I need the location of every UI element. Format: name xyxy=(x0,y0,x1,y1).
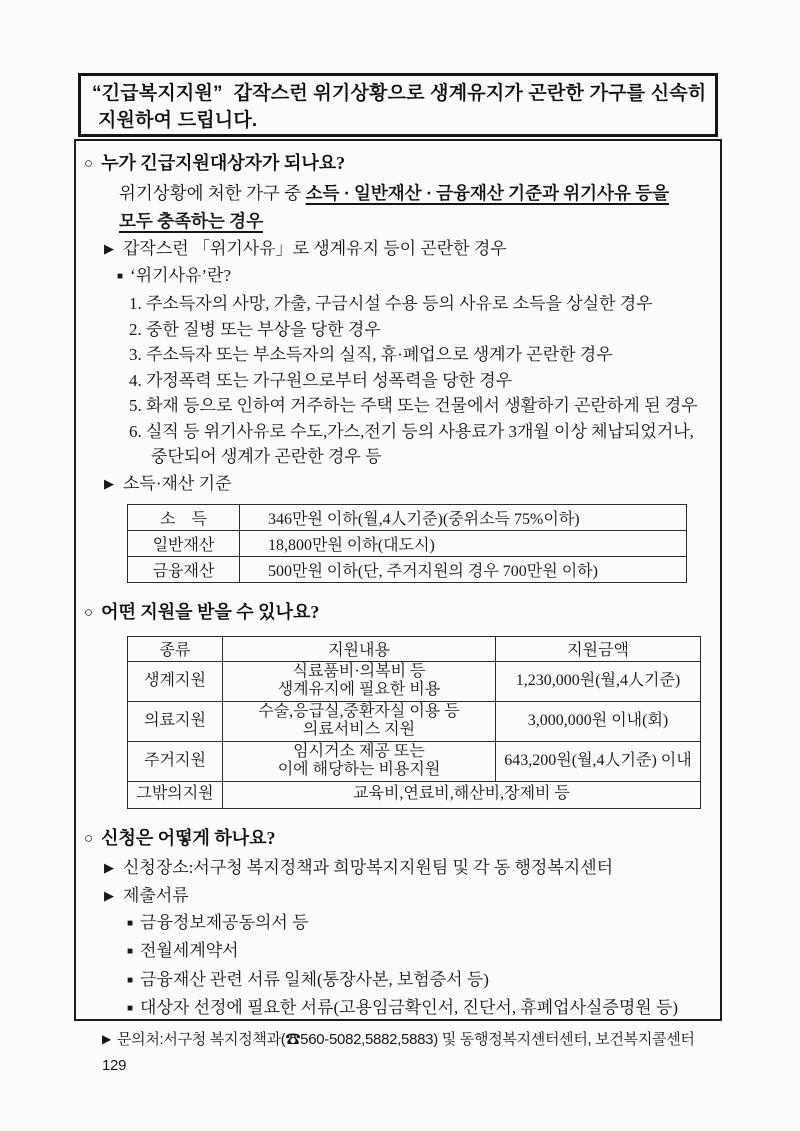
square-bullet-icon: ■ xyxy=(127,917,134,929)
support-content xyxy=(223,741,496,781)
doc-item-text: 금융재산 관련 서류 일체(통장사본, 보험증서 등) xyxy=(140,969,489,989)
table-header-row xyxy=(128,636,701,661)
support-table xyxy=(127,636,701,809)
support-content-line: 이에 해당하는 비용지원 xyxy=(277,761,441,778)
doc-item-text: 금융정보제공동의서 등 xyxy=(140,912,309,932)
support-content xyxy=(223,661,496,701)
criteria-row-value: 500만원 이하(단, 주거지원의 경우 700만원 이하) xyxy=(240,556,687,582)
who-intro-underline-2: 모두 충족하는 경우 xyxy=(119,211,263,231)
support-content-line: 식료품비·의복비 등 xyxy=(292,662,426,680)
crisis-question-line xyxy=(80,263,708,291)
criteria-row-value: 18,800만원 이하(대도시) xyxy=(240,530,687,556)
doc-item xyxy=(80,910,708,939)
square-bullet-icon: ■ xyxy=(127,946,134,957)
support-type: 그밖의지원 xyxy=(128,781,223,808)
arrow-bullet-icon: ▶ xyxy=(104,241,114,256)
who-intro-underline-1: 소득 · 일반재산 · 금융재산 기준과 위기사유 등을 xyxy=(305,183,670,203)
support-type: 생계지원 xyxy=(128,661,223,701)
doc-item xyxy=(80,967,708,996)
crisis-reason-item: 3. 주소득자 또는 부소득자의 실직, 휴·폐업으로 생계가 곤란한 경우 xyxy=(129,345,613,364)
arrow-bullet-icon: ▶ xyxy=(102,1031,111,1046)
crisis-reason-item: 6. 실직 등 위기사유로 수도,가스,전기 등의 사용료가 3개월 이상 체납되었거나, 중단되어 생계가 곤란한 경우 등 xyxy=(129,421,694,466)
support-amount: 1,230,000원(월,4人기준) xyxy=(496,661,701,701)
circle-bullet-icon: ○ xyxy=(84,156,94,172)
crisis-reason-line xyxy=(80,235,708,263)
table-row xyxy=(128,530,687,556)
criteria-label-text: 소득·재산 기준 xyxy=(123,473,232,493)
table-row xyxy=(128,504,687,530)
table-row xyxy=(128,556,687,582)
apply-place-text: 신청장소:서구청 복지정책과 희망복지지원팀 및 각 동 행정복지센터 xyxy=(123,857,614,877)
section-what-heading xyxy=(80,598,708,628)
support-type: 주거지원 xyxy=(128,741,223,781)
support-content xyxy=(223,701,496,741)
who-intro-prefix: 위기상황에 처한 가구 중 xyxy=(119,183,306,203)
circle-bullet-icon: ○ xyxy=(84,604,94,621)
criteria-row-label: 금융재산 xyxy=(128,556,240,582)
table-row xyxy=(128,781,701,808)
crisis-question-text: ‘위기사유’란? xyxy=(130,266,232,285)
support-type: 의료지원 xyxy=(128,701,223,741)
title-line-2: 지원하여 드립니다. xyxy=(98,110,258,131)
section-what-heading-text: 어떤 지원을 받을 수 있나요? xyxy=(101,601,320,622)
title-banner xyxy=(78,73,718,137)
support-header-type: 종류 xyxy=(128,636,223,661)
who-intro xyxy=(80,179,708,235)
criteria-row-label: 소 득 xyxy=(128,504,240,530)
section-who-heading xyxy=(80,149,708,179)
square-bullet-icon: ■ xyxy=(127,974,134,986)
crisis-reason-item: 1. 주소득자의 사망, 가출, 구금시설 수용 등의 사유로 소득을 상실한 경우 xyxy=(129,294,653,313)
support-amount: 643,200원(월,4人기준) 이내 xyxy=(496,741,701,781)
criteria-label-line xyxy=(80,470,708,498)
docs-label-line xyxy=(80,882,708,910)
crisis-reason-item: 5. 화재 등으로 인하여 거주하는 주택 또는 건물에서 생활하기 곤란하게 된 경우 xyxy=(129,396,698,415)
support-content-line: 의료서비스 지원 xyxy=(302,721,416,738)
income-criteria-table xyxy=(127,504,687,583)
table-row xyxy=(128,661,701,701)
crisis-reason-item: 2. 중한 질병 또는 부상을 당한 경우 xyxy=(129,319,381,339)
table-row xyxy=(128,701,701,741)
doc-item-text: 대상자 선정에 필요한 서류(고용임금확인서, 진단서, 휴폐업사실증명원 등) xyxy=(140,998,679,1017)
title-line-1: “긴급복지지원” 갑작스런 위기상황으로 생계유지가 곤란한 가구를 신속히 xyxy=(92,83,707,104)
content-box xyxy=(74,139,722,1074)
doc-item xyxy=(80,995,708,1024)
criteria-row-label: 일반재산 xyxy=(128,530,240,556)
contact-line xyxy=(80,1027,708,1078)
doc-item-text: 전월세계약서 xyxy=(140,941,239,960)
arrow-bullet-icon: ▶ xyxy=(104,475,114,491)
square-bullet-icon: ■ xyxy=(127,1003,134,1014)
section-how-heading-text: 신청은 어떻게 하나요? xyxy=(101,827,276,848)
circle-bullet-icon: ○ xyxy=(84,830,94,847)
arrow-bullet-icon: ▶ xyxy=(104,887,114,903)
support-header-amount: 지원금액 xyxy=(496,636,701,661)
section-how-heading xyxy=(80,824,708,854)
support-content-line: 임시거소 제공 또는 xyxy=(293,742,425,760)
table-row xyxy=(128,741,701,781)
support-content-merged: 교육비,연료비,해산비,장제비 등 xyxy=(223,781,701,808)
apply-place-line xyxy=(80,854,708,882)
support-content-line: 수술,응급실,중환자실 이용 등 xyxy=(258,702,460,720)
arrow-bullet-icon: ▶ xyxy=(104,859,114,875)
docs-label-text: 제출서류 xyxy=(123,885,189,905)
support-content-line: 생계유지에 필요한 비용 xyxy=(277,681,441,698)
support-amount: 3,000,000원 이내(회) xyxy=(496,701,701,741)
criteria-row-value: 346만원 이하(월,4人기준)(중위소득 75%이하) xyxy=(240,504,687,530)
crisis-reason-text: 갑작스런 「위기사유」로 생계유지 등이 곤란한 경우 xyxy=(123,239,507,258)
doc-item xyxy=(80,938,708,967)
crisis-reason-item: 4. 가정폭력 또는 가구원으로부터 성폭력을 당한 경우 xyxy=(129,370,513,390)
square-bullet-icon: ■ xyxy=(117,271,124,282)
contact-text: 문의처:서구청 복지정책과(☎560-5082,5882,5883) 및 동행정복지센터센터, 보건복지콜센터 129 xyxy=(102,1030,695,1074)
support-header-content: 지원내용 xyxy=(223,636,496,661)
section-who-heading-text: 누가 긴급지원대상자가 되나요? xyxy=(101,153,346,173)
